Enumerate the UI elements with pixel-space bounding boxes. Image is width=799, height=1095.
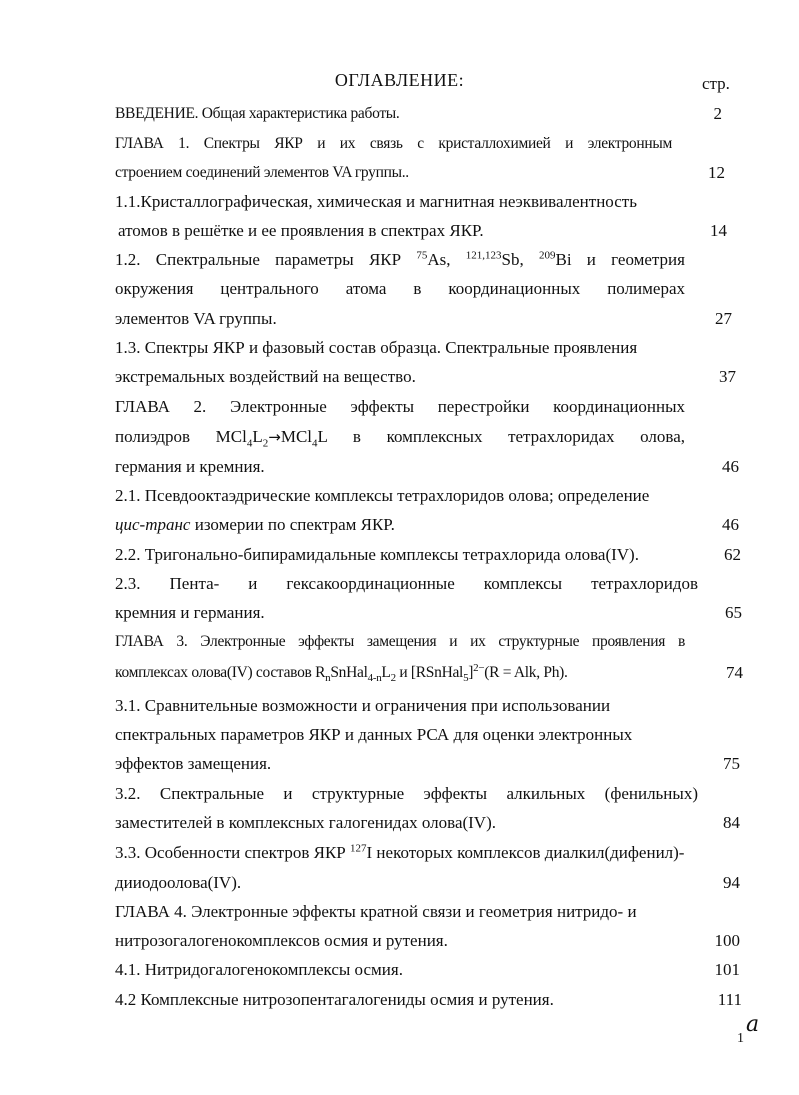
toc-entry-3-1-cont: спектральных параметров ЯКР и данных РСА для оценки электронных [115,725,633,744]
toc-entry-1-2-cont: окружения центрального атома в координационных полимерах [115,279,685,298]
toc-page-number: 46 [722,457,739,476]
toc-entry-chapter-3: ГЛАВА 3. Электронные эффекты замещения и их структурные проявления в [115,633,685,650]
toc-page-number: 74 [726,663,743,682]
toc-entry-3-1-cont: эффектов замещения. [115,754,272,773]
toc-entry-1-1-cont: атомов в решётке и ее проявления в спектрах ЯКР. [118,221,484,240]
toc-entry-1-3-cont: экстремальных воздействий на вещество. [115,367,416,386]
toc-page-number: 111 [717,990,742,1009]
toc-entry-chapter-2-cont: полиэдров $MCl_4L_2\to MCl_4L$ в комплексных тетрахлоридах олова, [115,427,685,450]
toc-entry-chapter-4: ГЛАВА 4. Электронные эффекты кратной связи и геометрия нитридо- и [115,902,637,921]
toc-entry-4-1: 4.1. Нитридогалогенокомплексы осмия. [115,960,403,979]
toc-page-number: 100 [714,931,740,950]
footer-page-number: 1 [737,1031,744,1046]
toc-entry-1-2-cont: элементов VA группы. [115,309,277,328]
toc-entry-4-2: 4.2 Комплексные нитрозопентагалогениды осмия и рутения. [115,990,554,1009]
toc-entry-chapter-1-cont: строением соединений элементов VA группы.. [115,164,409,181]
toc-page-number: 65 [725,603,742,622]
toc-entry-chapter-2: ГЛАВА 2. Электронные эффекты перестройки координационных [115,397,685,416]
toc-entry-3-1: 3.1. Сравнительные возможности и ограничения при использовании [115,696,611,715]
toc-page-number: 62 [724,545,741,564]
toc-entry-2-1: 2.1. Псевдооктаэдрические комплексы тетрахлоридов олова; определение [115,486,650,505]
toc-entry-2-1-cont: цис-транс изомерии по спектрам ЯКР. [115,515,395,534]
toc-entry-chapter-3-cont: комплексах олова(IV) составов $R_nSnHal_{4-n}L_2$ и [RSnHal$_5$]$^{2-}$(R = Alk, Ph). [115,661,568,685]
toc-entry-1-2: 1.2. Спектральные параметры ЯКР $^{75}$As, $^{121,123}$Sb, $^{209}$Bi и геометрия [115,249,685,269]
toc-page-number: 37 [719,367,736,386]
toc-entry-chapter-2-cont: германия и кремния. [115,457,265,476]
toc-page-number: 2 [713,104,722,123]
toc-page-number: 101 [714,960,740,979]
toc-page-number: 12 [708,163,725,182]
toc-entry-2-3: 2.3. Пента- и гексакоординационные комплексы тетрахлоридов [115,574,698,593]
handwritten-mark: a [746,1012,760,1037]
toc-entry-3-3: 3.3. Особенности спектров ЯКР $^{127}$I некоторых комплексов диалкил(дифенил)- [115,842,685,862]
toc-entry-3-2-cont: заместителей в комплексных галогенидах олова(IV). [115,813,496,832]
toc-entry-1-1: 1.1.Кристаллографическая, химическая и магнитная неэквивалентность [115,192,637,211]
toc-entry-chapter-4-cont: нитрозогалогенокомплексов осмия и рутения. [115,931,448,950]
toc-entry-3-3-cont: дииодоолова(IV). [115,873,242,892]
toc-entry-chapter-1: ГЛАВА 1. Спектры ЯКР и их связь с кристаллохимией и электронным [115,135,672,152]
toc-page-number: 84 [723,813,740,832]
toc-entry-3-2: 3.2. Спектральные и структурные эффекты алкильных (фенильных) [115,784,698,803]
page-title: ОГЛАВЛЕНИЕ: [334,70,465,90]
toc-entry-1-3: 1.3. Спектры ЯКР и фазовый состав образца. Спектральные проявления [115,338,638,357]
toc-page-number: 14 [710,221,727,240]
toc-page-number: 46 [722,515,739,534]
toc-page-number: 27 [715,309,732,328]
toc-entry-2-2: 2.2. Тригонально-бипирамидальные комплексы тетрахлорида олова(IV). [115,545,639,564]
toc-page-number: 75 [723,754,740,773]
toc-entry-introduction: ВВЕДЕНИЕ. Общая характеристика работы. [115,105,400,122]
page-column-header: стр. [702,74,730,93]
toc-entry-2-3-cont: кремния и германия. [115,603,265,622]
toc-page-number: 94 [723,873,740,892]
